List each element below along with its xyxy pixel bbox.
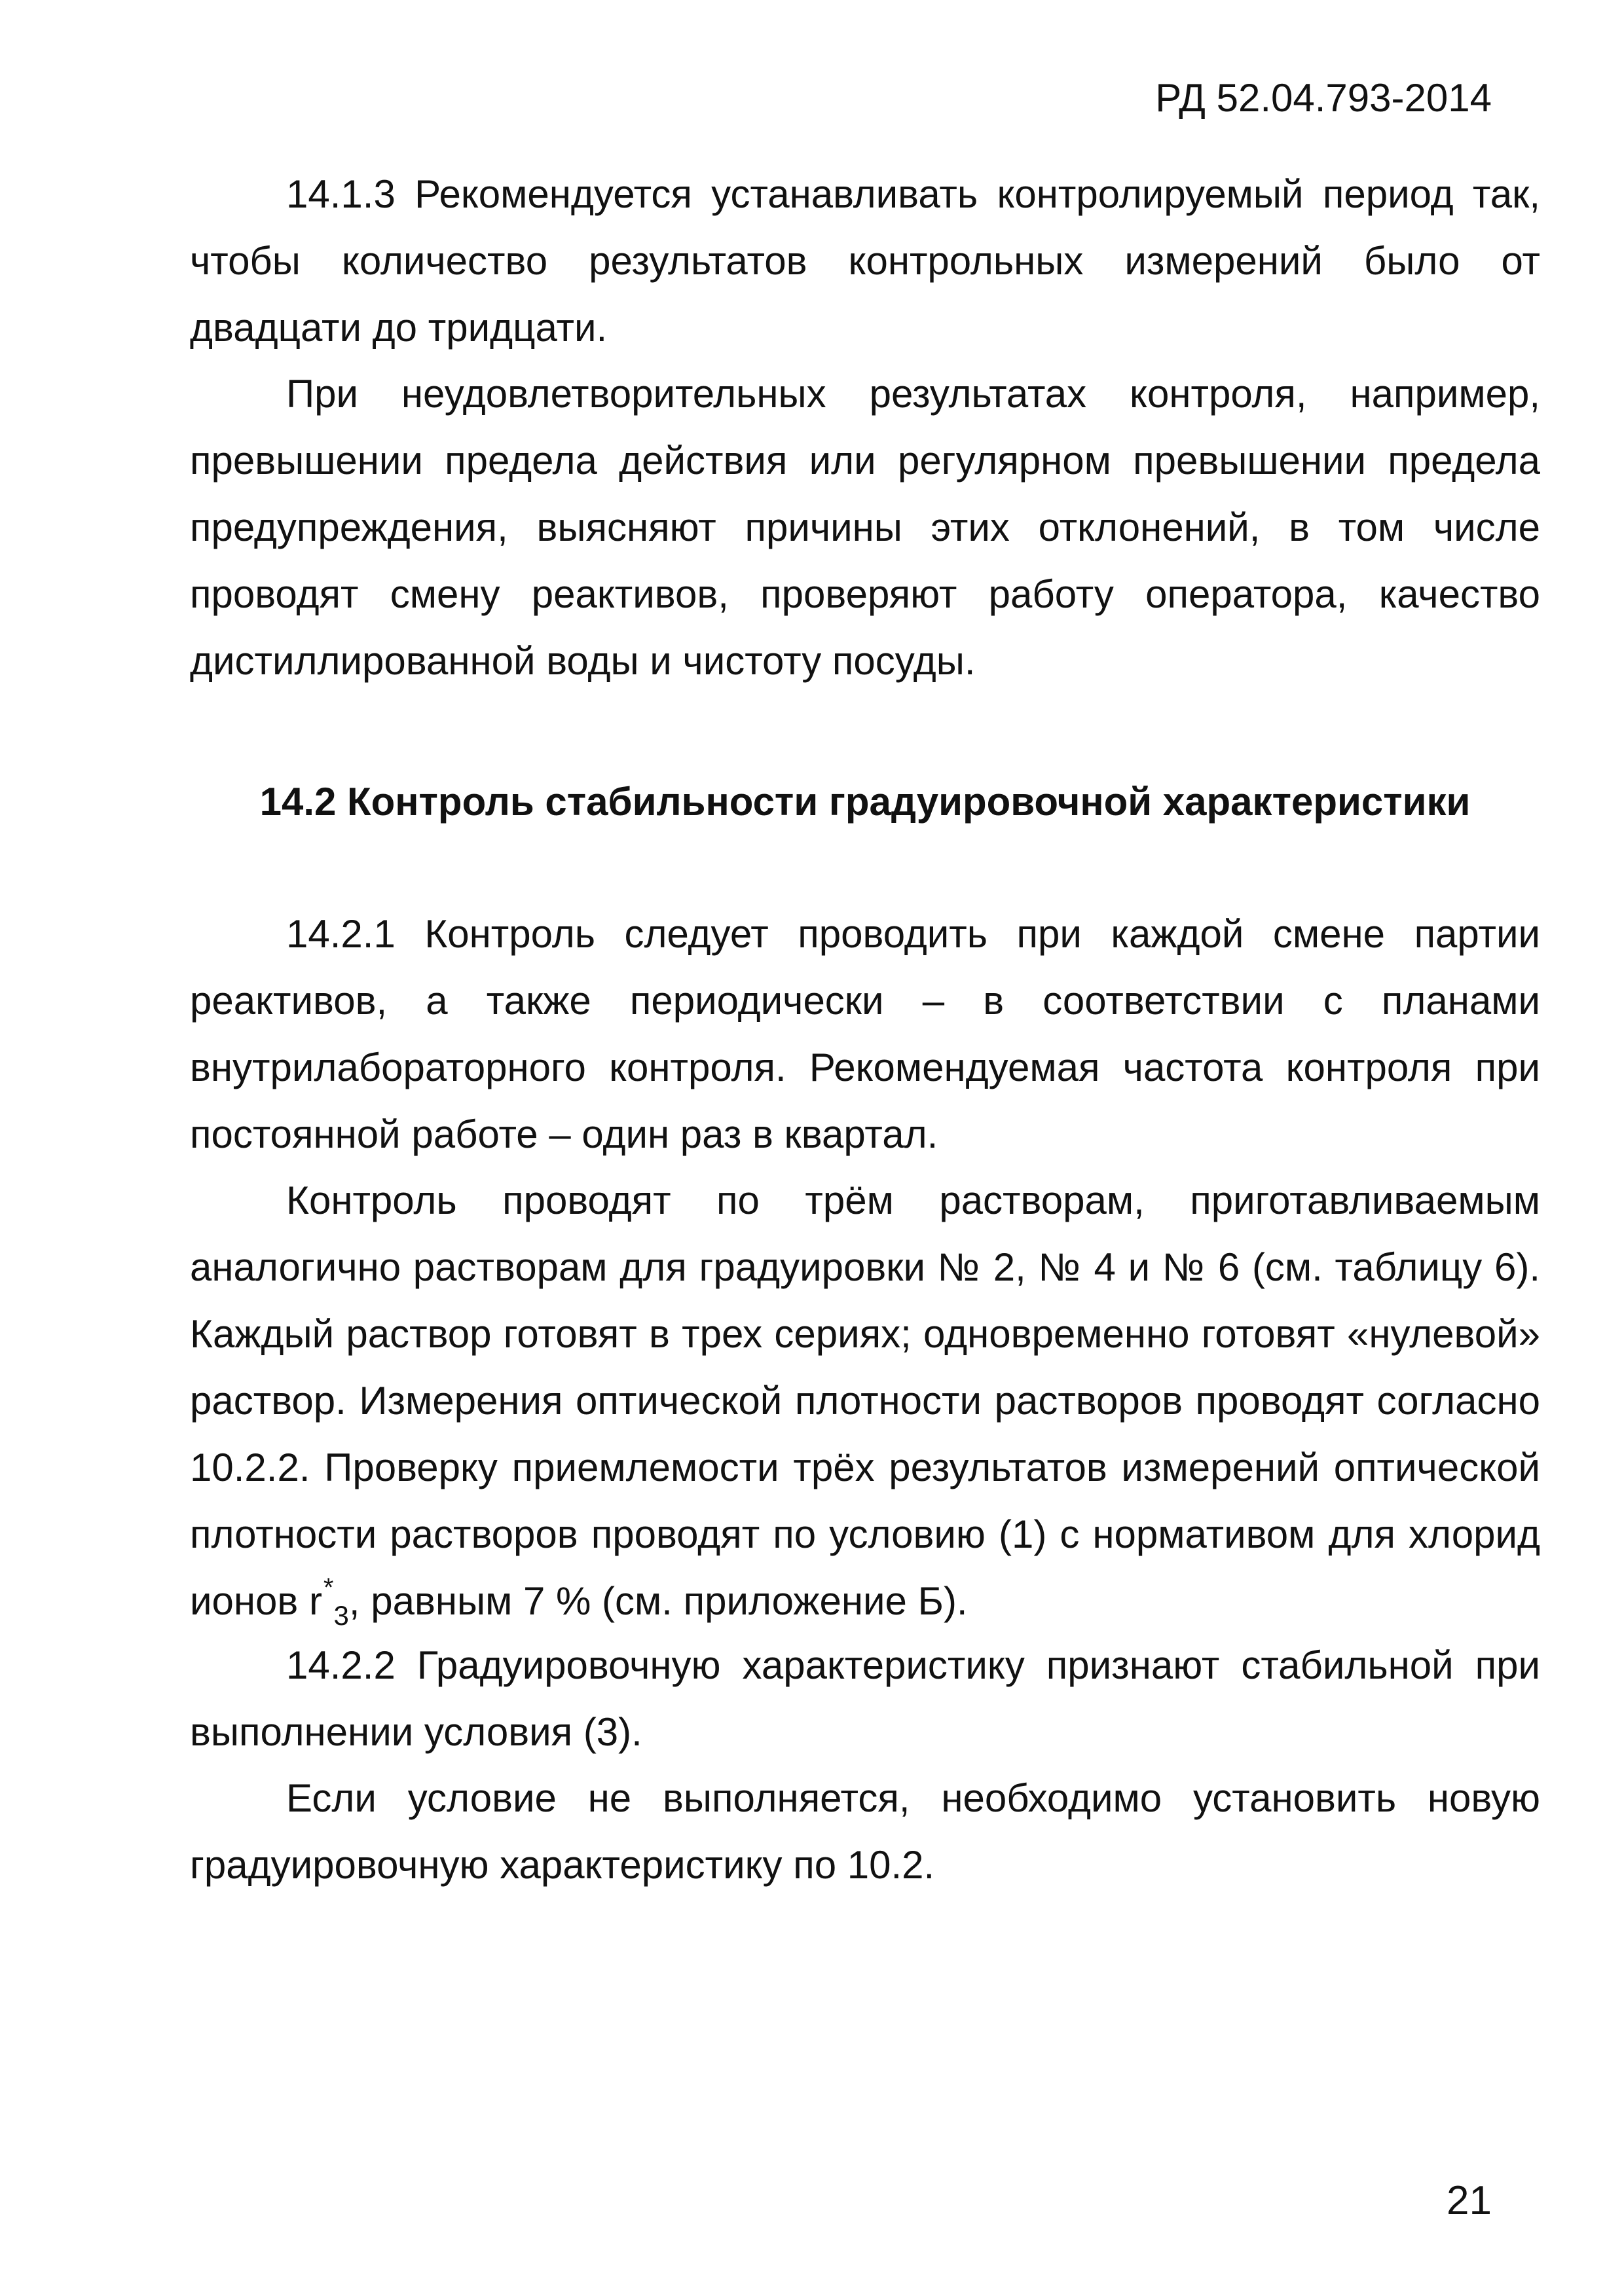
- paragraph-control-solutions-text: Контроль проводят по трём растворам, приготавливаемым аналогично растворам для градуировки № 2, № 4 и № 6 (см. таблицу 6). Каждый раствор готовят в трех сериях; одновременно готовят «нулевой» раствор. Измерения оптической плотности растворов проводят согласно 10.2.2. Проверку приемлемости трёх результатов измерений оптической плотности растворов проводят по условию (1) с нормативом для хлорид ионов: [190, 1178, 1540, 1623]
- paragraph-control-solutions-tail: , равным 7 % (см. приложение Б).: [348, 1579, 968, 1623]
- paragraph-new-calibration: Если условие не выполняется, необходимо установить новую градуировочную характеристику по 10.2.: [190, 1776, 1540, 1887]
- paragraph-control-solutions: [190, 1167, 1540, 1649]
- document-code: РД 52.04.793-2014: [1155, 76, 1492, 120]
- norm-symbol-mark: *: [323, 1573, 334, 1602]
- paragraph-14-2-2: 14.2.2 Градуировочную характеристику признают стабильной при выполнении условия (3).: [190, 1643, 1540, 1754]
- section-heading-14-2: 14.2 Контроль стабильности градуировочной характеристики: [259, 780, 1471, 824]
- norm-symbol: [308, 1573, 349, 1631]
- page-number: 21: [1447, 2178, 1492, 2223]
- paragraph-14-1-3: 14.1.3 Рекомендуется устанавливать контролируемый период так, чтобы количество результатов контрольных измерений было от двадцати до тридцати.: [190, 172, 1540, 350]
- norm-symbol-letter: r: [308, 1579, 322, 1623]
- paragraph-14-2-1: 14.2.1 Контроль следует проводить при каждой смене партии реактивов, а также периодически – в соответствии с планами внутрилабораторного контроля. Рекомендуемая частота контроля при постоянной работе – один раз в квартал.: [190, 912, 1540, 1156]
- norm-symbol-subscript: 3: [333, 1600, 349, 1631]
- paragraph-unsatisfactory-results: При неудовлетворительных результатах контроля, например, превышении предела действия или регулярном превышении предела предупреждения, выясняют причины этих отклонений, в том числе проводят смену реактивов, проверяют работу оператора, качество дистиллированной воды и чистоту посуды.: [190, 372, 1540, 683]
